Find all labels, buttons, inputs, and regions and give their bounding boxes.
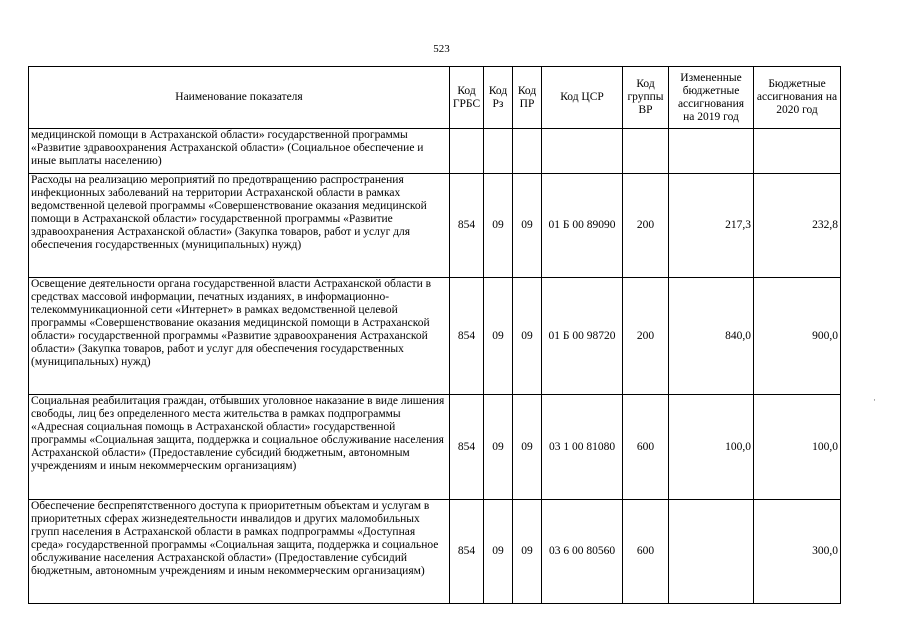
row-name: медицинской помощи в Астраханской области» государственной программы «Развитие здравоохранения Астраханской области» (Социальное обеспечение и иные выплаты населению) [29, 129, 450, 174]
header-vr: Код группы ВР [623, 67, 669, 129]
row-csr: 01 Б 00 89090 [542, 174, 623, 278]
table-header-row [29, 67, 841, 129]
scan-speck: · [873, 395, 876, 405]
empty-cell [669, 129, 754, 174]
row-pr: 09 [513, 395, 542, 500]
row-2020: 100,0 [754, 395, 841, 500]
row-vr: 600 [623, 500, 669, 604]
table-row-continuation [29, 129, 841, 174]
empty-cell [513, 129, 542, 174]
row-pr: 09 [513, 500, 542, 604]
table-row [29, 500, 841, 604]
row-2020: 300,0 [754, 500, 841, 604]
empty-cell [623, 129, 669, 174]
row-rz: 09 [484, 174, 513, 278]
row-grbs: 854 [450, 500, 484, 604]
row-vr: 600 [623, 395, 669, 500]
empty-cell [542, 129, 623, 174]
page-number: 523 [433, 43, 450, 55]
budget-table [28, 66, 841, 604]
header-pr: Код ПР [513, 67, 542, 129]
row-rz: 09 [484, 395, 513, 500]
row-csr: 03 6 00 80560 [542, 500, 623, 604]
header-csr: Код ЦСР [542, 67, 623, 129]
row-csr: 01 Б 00 98720 [542, 278, 623, 395]
header-grbs: Код ГРБС [450, 67, 484, 129]
row-rz: 09 [484, 278, 513, 395]
header-rz: Код Рз [484, 67, 513, 129]
row-2019: 100,0 [669, 395, 754, 500]
row-rz: 09 [484, 500, 513, 604]
empty-cell [484, 129, 513, 174]
empty-cell [450, 129, 484, 174]
header-2020: Бюджетные ассигнования на 2020 год [754, 67, 841, 129]
row-grbs: 854 [450, 278, 484, 395]
empty-cell [754, 129, 841, 174]
row-name: Расходы на реализацию мероприятий по предотвращению распространения инфекционных заболеваний на территории Астраханской области в рамках ведомственной целевой программы «Совершенствование оказания медицинской помощи в Астраханской области» государственной программы «Развитие здравоохранения Астраханской области» (Закупка товаров, работ и услуг для обеспечения государственных (муниципальных) нужд) [29, 174, 450, 278]
row-pr: 09 [513, 174, 542, 278]
header-name: Наименование показателя [29, 67, 450, 129]
table-row [29, 278, 841, 395]
row-vr: 200 [623, 278, 669, 395]
row-name: Освещение деятельности органа государственной власти Астраханской области в средствах массовой информации, печатных изданиях, в информационно-телекоммуникационной сети «Интернет» в рамках ведомственной целевой программы «Совершенствование оказания медицинской помощи в Астраханской области» государственной программы «Развитие здравоохранения Астраханской области» (Закупка товаров, работ и услуг для обеспечения государственных (муниципальных) нужд) [29, 278, 450, 395]
row-2019 [669, 500, 754, 604]
row-name: Обеспечение беспрепятственного доступа к приоритетным объектам и услугам в приоритетных сферах жизнедеятельности инвалидов и других маломобильных групп населения в Астраханской области в рамках подпрограммы «Доступная среда» государственной программы «Социальная защита, поддержка и социальное обслуживание населения Астраханской области» (Предоставление субсидий бюджетным, автономным учреждениям и иным некоммерческим организациям) [29, 500, 450, 604]
table-row [29, 395, 841, 500]
row-2020: 232,8 [754, 174, 841, 278]
row-grbs: 854 [450, 174, 484, 278]
row-grbs: 854 [450, 395, 484, 500]
row-vr: 200 [623, 174, 669, 278]
table-row [29, 174, 841, 278]
row-csr: 03 1 00 81080 [542, 395, 623, 500]
row-pr: 09 [513, 278, 542, 395]
row-2019: 217,3 [669, 174, 754, 278]
row-2019: 840,0 [669, 278, 754, 395]
header-2019: Измененные бюджетные ассигнования на 2019 год [669, 67, 754, 129]
row-name: Социальная реабилитация граждан, отбывших уголовное наказание в виде лишения свободы, лиц без определенного места жительства в рамках подпрограммы «Адресная социальная помощь в Астраханской области» государственной программы «Социальная защита, поддержка и социальное обслуживание населения Астраханской области» (Предоставление субсидий бюджетным, автономным учреждениям и иным некоммерческим организациям) [29, 395, 450, 500]
row-2020: 900,0 [754, 278, 841, 395]
